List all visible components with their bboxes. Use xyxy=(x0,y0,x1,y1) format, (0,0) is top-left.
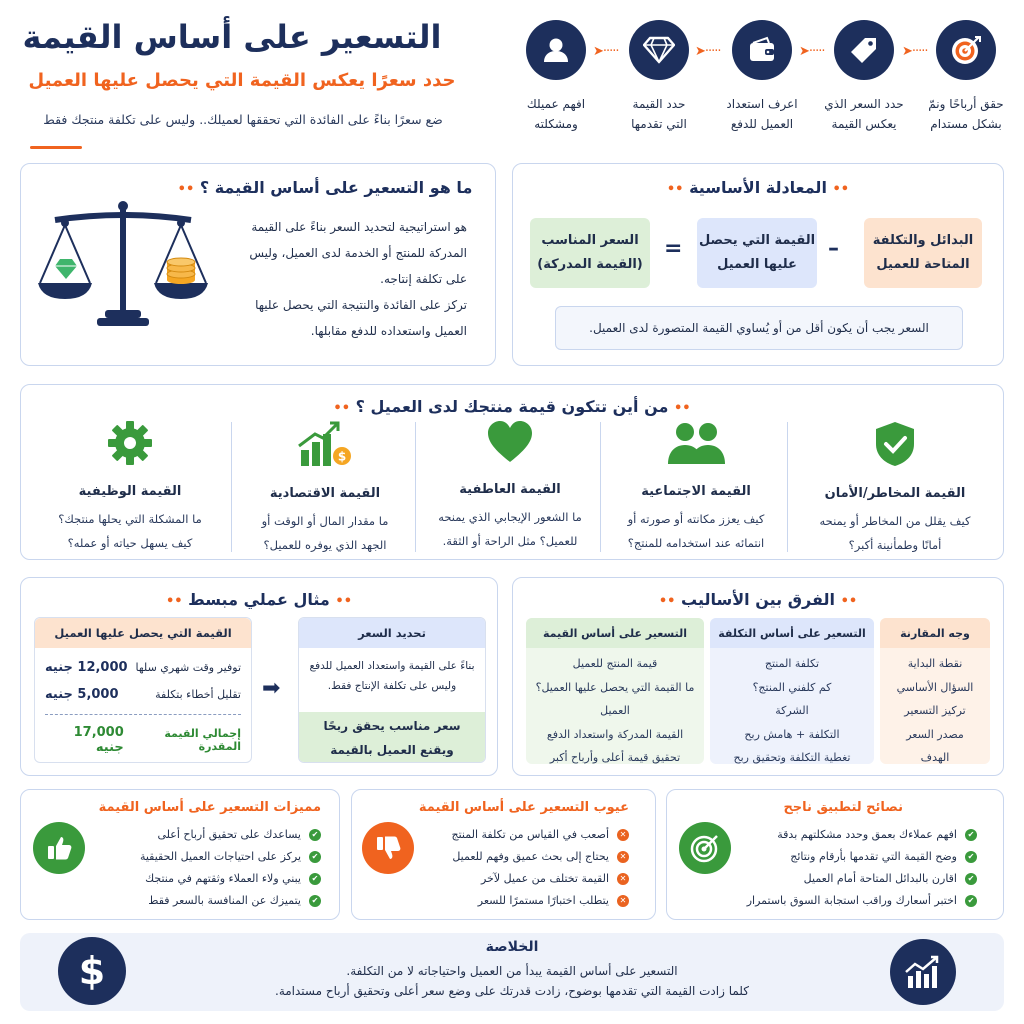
value-desc-line: كيف يقلل من المخاطر أو يمنحه xyxy=(819,514,971,528)
step-3-label-line1: اعرف استعداد xyxy=(726,97,798,111)
pros-item xyxy=(140,890,321,912)
title-dots: •• xyxy=(177,182,195,197)
comparison-title: الفرق بين الأساليب xyxy=(681,590,835,609)
example-row-amount: 5,000 جنيه xyxy=(45,687,119,702)
value-desc-line: ما المشكلة التي يحلها منتجك؟ xyxy=(58,512,202,526)
comparison-cell: نقطة البداية xyxy=(907,657,963,670)
value-title: القيمة العاطفية xyxy=(459,482,561,497)
tips-card xyxy=(666,789,1004,920)
summary-line: كلما زادت القيمة التي تقدمها بوضوح، زادت قدرتك على وضع سعر أعلى وتحقيق أرباح مستدامة. xyxy=(275,984,749,998)
arrow-right-icon: ➡ xyxy=(262,676,281,701)
step-5-label-line2: بشكل مستدام xyxy=(930,117,1002,131)
value-desc-line: ما مقدار المال أو الوقت أو xyxy=(261,514,389,528)
minus-sign: – xyxy=(828,236,839,261)
cons-item xyxy=(452,846,630,868)
value-desc-line: انتمائه عند استخدامه للمنتج؟ xyxy=(627,536,765,550)
title-dots: •• xyxy=(165,594,183,609)
tips-item xyxy=(747,890,977,912)
x-icon: ✕ xyxy=(617,895,629,907)
comparison-cell: مصدر السعر xyxy=(906,727,964,741)
value-desc-line: للعميل؟ مثل الراحة أو الثقة. xyxy=(442,534,578,548)
cons-item-text: القيمة تختلف من عميل لآخر xyxy=(480,872,609,885)
step-2-label-line1: حدد القيمة xyxy=(632,97,686,111)
equation-box-line: السعر المناسب xyxy=(541,233,639,248)
person-icon xyxy=(526,20,586,80)
example-total-label: إجمالي القيمة المقدرة xyxy=(164,727,241,753)
comparison-cell: تكلفة المنتج xyxy=(764,657,820,670)
summary-title: الخلاصة xyxy=(485,939,539,955)
column-divider xyxy=(415,422,416,552)
equation-box-line: المتاحة للعميل xyxy=(876,257,970,272)
heart-icon xyxy=(487,420,533,464)
cons-item xyxy=(452,824,630,846)
comparison-column-value xyxy=(526,618,704,764)
check-icon: ✔ xyxy=(309,851,321,863)
example-row-amount: 12,000 جنيه xyxy=(45,660,128,675)
check-icon: ✔ xyxy=(309,829,321,841)
step-arrow-icon: ·····➤ xyxy=(695,44,721,59)
equation-title: المعادلة الأساسية xyxy=(689,178,827,197)
step-4-label-line1: حدد السعر الذي xyxy=(824,97,904,111)
tips-item-text: افهم عملاءك بعمق وحدد مشكلتهم بدقة xyxy=(777,828,957,841)
tips-list xyxy=(747,824,977,912)
check-icon: ✔ xyxy=(309,895,321,907)
check-icon: ✔ xyxy=(309,873,321,885)
pros-item-text: يبني ولاء العملاء وثقتهم في منتجك xyxy=(145,872,301,885)
comparison-cell: قيمة المنتج للعميل xyxy=(572,657,658,670)
process-step-5 xyxy=(920,20,1012,134)
dollar-icon: $ xyxy=(58,937,126,1005)
people-icon xyxy=(666,420,726,466)
check-icon: ✔ xyxy=(965,829,977,841)
example-price-line: بناءً على القيمة واستعداد العميل للدفع xyxy=(309,660,475,672)
comparison-header: التسعير على أساس التكلفة xyxy=(710,618,874,648)
title-dots: •• xyxy=(840,594,858,609)
column-divider xyxy=(600,422,601,552)
value-item-social xyxy=(608,420,784,555)
example-row-label: تقليل أخطاء بتكلفة xyxy=(155,688,241,701)
x-icon: ✕ xyxy=(617,829,629,841)
x-icon: ✕ xyxy=(617,873,629,885)
comparison-cell: القيمة المدركة واستعداد الدفع xyxy=(546,727,684,741)
comparison-cell: الشركة xyxy=(775,704,809,717)
equation-box-line: عليها العميل xyxy=(717,257,797,272)
title-dots: •• xyxy=(666,182,684,197)
pros-item-text: يساعدك على تحقيق أرباح أعلى xyxy=(157,828,301,841)
shield-check-icon xyxy=(872,420,918,468)
tips-item-text: وضح القيمة التي تقدمها بأرقام ونتائج xyxy=(790,850,957,863)
step-4-label-line2: يعكس القيمة xyxy=(831,117,897,131)
process-step-3 xyxy=(716,20,808,134)
step-arrow-icon: ·····➤ xyxy=(902,44,928,59)
tips-item-text: اقارن بالبدائل المتاحة أمام العميل xyxy=(803,872,957,885)
step-1-label-line2: ومشكلته xyxy=(534,117,578,131)
svg-text:$: $ xyxy=(337,449,347,464)
pros-item-text: يتميزك عن المنافسة بالسعر فقط xyxy=(148,894,301,907)
tips-item xyxy=(747,824,977,846)
value-item-emotional xyxy=(423,420,597,553)
example-result-line: ويقنع العميل بالقيمة xyxy=(330,743,454,757)
example-price-header: تحديد السعر xyxy=(299,618,485,648)
comparison-cell: التكلفة + هامش ربح xyxy=(744,727,840,741)
cons-item xyxy=(452,890,630,912)
comparison-column-cost xyxy=(710,618,874,764)
value-item-economic xyxy=(238,420,412,557)
tips-item xyxy=(747,868,977,890)
example-title: مثال عملي مبسط xyxy=(188,590,330,609)
what-is-line: هو استراتيجية لتحديد السعر بناءً على القيمة xyxy=(251,220,467,234)
step-arrow-icon: ·····➤ xyxy=(593,44,619,59)
step-5-label-line1: حقق أرباحًا ونمّ xyxy=(928,97,1004,111)
step-2-label-line2: التي تقدمها xyxy=(631,117,687,131)
equation-box-value xyxy=(697,218,817,288)
x-icon: ✕ xyxy=(617,851,629,863)
process-step-2 xyxy=(613,20,705,134)
value-desc-line: كيف يعزز مكانته أو صورته أو xyxy=(627,512,765,526)
value-title: القيمة الاجتماعية xyxy=(641,484,751,499)
value-desc-line: الجهد الذي يوفره للعميل؟ xyxy=(263,538,387,552)
diamond-icon xyxy=(629,20,689,80)
what-is-line: العميل واستعداده للدفع مقابلها. xyxy=(310,324,467,338)
example-row-label: توفير وقت شهري سلها xyxy=(135,661,241,674)
comparison-cell: تغطية التكلفة وتحقيق ربح xyxy=(733,751,851,764)
example-value-row xyxy=(35,687,251,702)
cons-item-text: يحتاج إلى بحث عميق وفهم للعميل xyxy=(452,850,609,863)
cons-item-text: يتطلب اختبارًا مستمرًا للسعر xyxy=(477,894,609,907)
column-divider xyxy=(231,422,232,552)
what-is-text xyxy=(187,214,467,344)
comparison-header: وجه المقارنة xyxy=(880,618,990,648)
example-result xyxy=(299,712,485,763)
value-sources-title: من أين تتكون قيمة منتجك لدى العميل ؟ xyxy=(355,397,669,416)
value-desc-line: أمانًا وطمأنينة أكبر؟ xyxy=(848,538,942,552)
thumbs-up-icon xyxy=(33,822,85,874)
page-subtitle: حدد سعرًا يعكس القيمة التي يحصل عليها العميل xyxy=(28,70,456,91)
target-icon xyxy=(936,20,996,80)
comparison-cell: السؤال الأساسي xyxy=(896,680,974,694)
comparison-cell: الهدف xyxy=(920,751,950,764)
what-is-title: ما هو التسعير على أساس القيمة ؟ xyxy=(199,178,473,197)
equation-box-line: البدائل والتكلفة xyxy=(872,233,974,248)
value-title: القيمة الاقتصادية xyxy=(269,486,381,501)
pros-item-text: يركز على احتياجات العميل الحقيقية xyxy=(139,850,301,863)
pros-title: مميزات التسعير على أساس القيمة xyxy=(98,800,321,815)
title-dots: •• xyxy=(335,594,353,609)
value-desc-line: ما الشعور الإيجابي الذي يمنحه xyxy=(438,510,582,524)
value-title: القيمة الوظيفية xyxy=(78,484,182,499)
comparison-cell: العميل xyxy=(600,704,630,717)
what-is-line: تركز على الفائدة والنتيجة التي يحصل عليها xyxy=(255,298,467,312)
title-dots: •• xyxy=(333,401,351,416)
example-divider xyxy=(45,714,241,715)
wallet-icon xyxy=(732,20,792,80)
title-underline xyxy=(30,146,82,149)
comparison-column-aspect xyxy=(880,618,990,764)
cons-card xyxy=(351,789,656,920)
example-value-row xyxy=(35,660,251,675)
example-total-amount: 17,000 جنيه xyxy=(73,725,124,755)
pros-item xyxy=(140,868,321,890)
comparison-cell: تركيز التسعير xyxy=(904,704,966,717)
process-step-4 xyxy=(818,20,910,134)
growth-chart-icon xyxy=(890,939,956,1005)
step-1-label-line1: افهم عميلك xyxy=(526,97,586,111)
growth-chart-icon xyxy=(297,420,353,468)
check-icon: ✔ xyxy=(965,851,977,863)
example-result-line: سعر مناسب يحقق ربحًا xyxy=(323,719,461,733)
cons-list xyxy=(452,824,630,912)
gear-icon xyxy=(107,420,153,466)
price-tag-icon xyxy=(834,20,894,80)
tips-title: نصائح لتطبيق ناجح xyxy=(783,800,903,815)
pros-list xyxy=(140,824,321,912)
tips-item xyxy=(747,846,977,868)
tips-item-text: اختبر أسعارك وراقب استجابة السوق باستمرار xyxy=(746,894,957,907)
equation-box-alternatives xyxy=(864,218,982,288)
pros-item xyxy=(140,846,321,868)
balance-scale-icon xyxy=(35,198,215,333)
title-dots: •• xyxy=(832,182,850,197)
equals-sign: = xyxy=(664,236,683,261)
pros-card xyxy=(20,789,340,920)
example-price-line: وليس على تكلفة الإنتاج فقط. xyxy=(327,680,457,692)
title-dots: •• xyxy=(658,594,676,609)
title-dots: •• xyxy=(673,401,691,416)
value-title: القيمة المخاطر/الأمان xyxy=(824,486,966,501)
summary-card xyxy=(20,933,1004,1011)
example-value-box xyxy=(34,617,252,763)
target-icon xyxy=(679,822,731,874)
equation-box-line: (القيمة المدركة) xyxy=(537,257,643,272)
value-desc-line: كيف يسهل حياته أو عمله؟ xyxy=(67,536,193,550)
equation-box-price xyxy=(530,218,650,288)
step-3-label-line2: العميل للدفع xyxy=(730,117,794,131)
example-price-box xyxy=(298,617,486,763)
page-description: ضع سعرًا بناءً على الفائدة التي تحققها لعميلك.. وليس على تكلفة منتجك فقط xyxy=(43,112,443,127)
comparison-cell: تحقيق قيمة أعلى وأرباح أكبر xyxy=(549,751,681,764)
pros-item xyxy=(140,824,321,846)
equation-note: السعر يجب أن يكون أقل من أو يُساوي القيمة المتصورة لدى العميل. xyxy=(555,306,963,350)
example-value-header: القيمة التي يحصل عليها العميل xyxy=(35,618,251,648)
cons-item xyxy=(452,868,630,890)
example-total-row xyxy=(35,725,251,755)
comparison-cell: ما القيمة التي يحصل عليها العميل؟ xyxy=(535,680,695,694)
check-icon: ✔ xyxy=(965,895,977,907)
value-item-functional xyxy=(40,420,220,555)
equation-box-line: القيمة التي يحصل xyxy=(698,233,816,248)
comparison-header: التسعير على أساس القيمة xyxy=(526,618,704,648)
column-divider xyxy=(787,422,788,552)
comparison-cell: كم كلفني المنتج؟ xyxy=(752,680,832,694)
summary-line: التسعير على أساس القيمة يبدأ من العميل واحتياجاته لا من التكلفة. xyxy=(346,964,678,978)
thumbs-down-icon xyxy=(362,822,414,874)
value-item-risk xyxy=(800,420,990,557)
check-icon: ✔ xyxy=(965,873,977,885)
cons-item-text: أصعب في القياس من تكلفة المنتج xyxy=(451,828,609,841)
what-is-line: على تكلفة إنتاجه. xyxy=(380,272,467,286)
process-step-1 xyxy=(510,20,602,134)
page-title: التسعير على أساس القيمة xyxy=(22,18,442,56)
step-arrow-icon: ·····➤ xyxy=(799,44,825,59)
what-is-card xyxy=(20,163,496,366)
cons-title: عيوب التسعير على أساس القيمة xyxy=(418,800,629,815)
what-is-line: المدركة للمنتج أو الخدمة لدى العميل، وليس xyxy=(249,246,467,260)
